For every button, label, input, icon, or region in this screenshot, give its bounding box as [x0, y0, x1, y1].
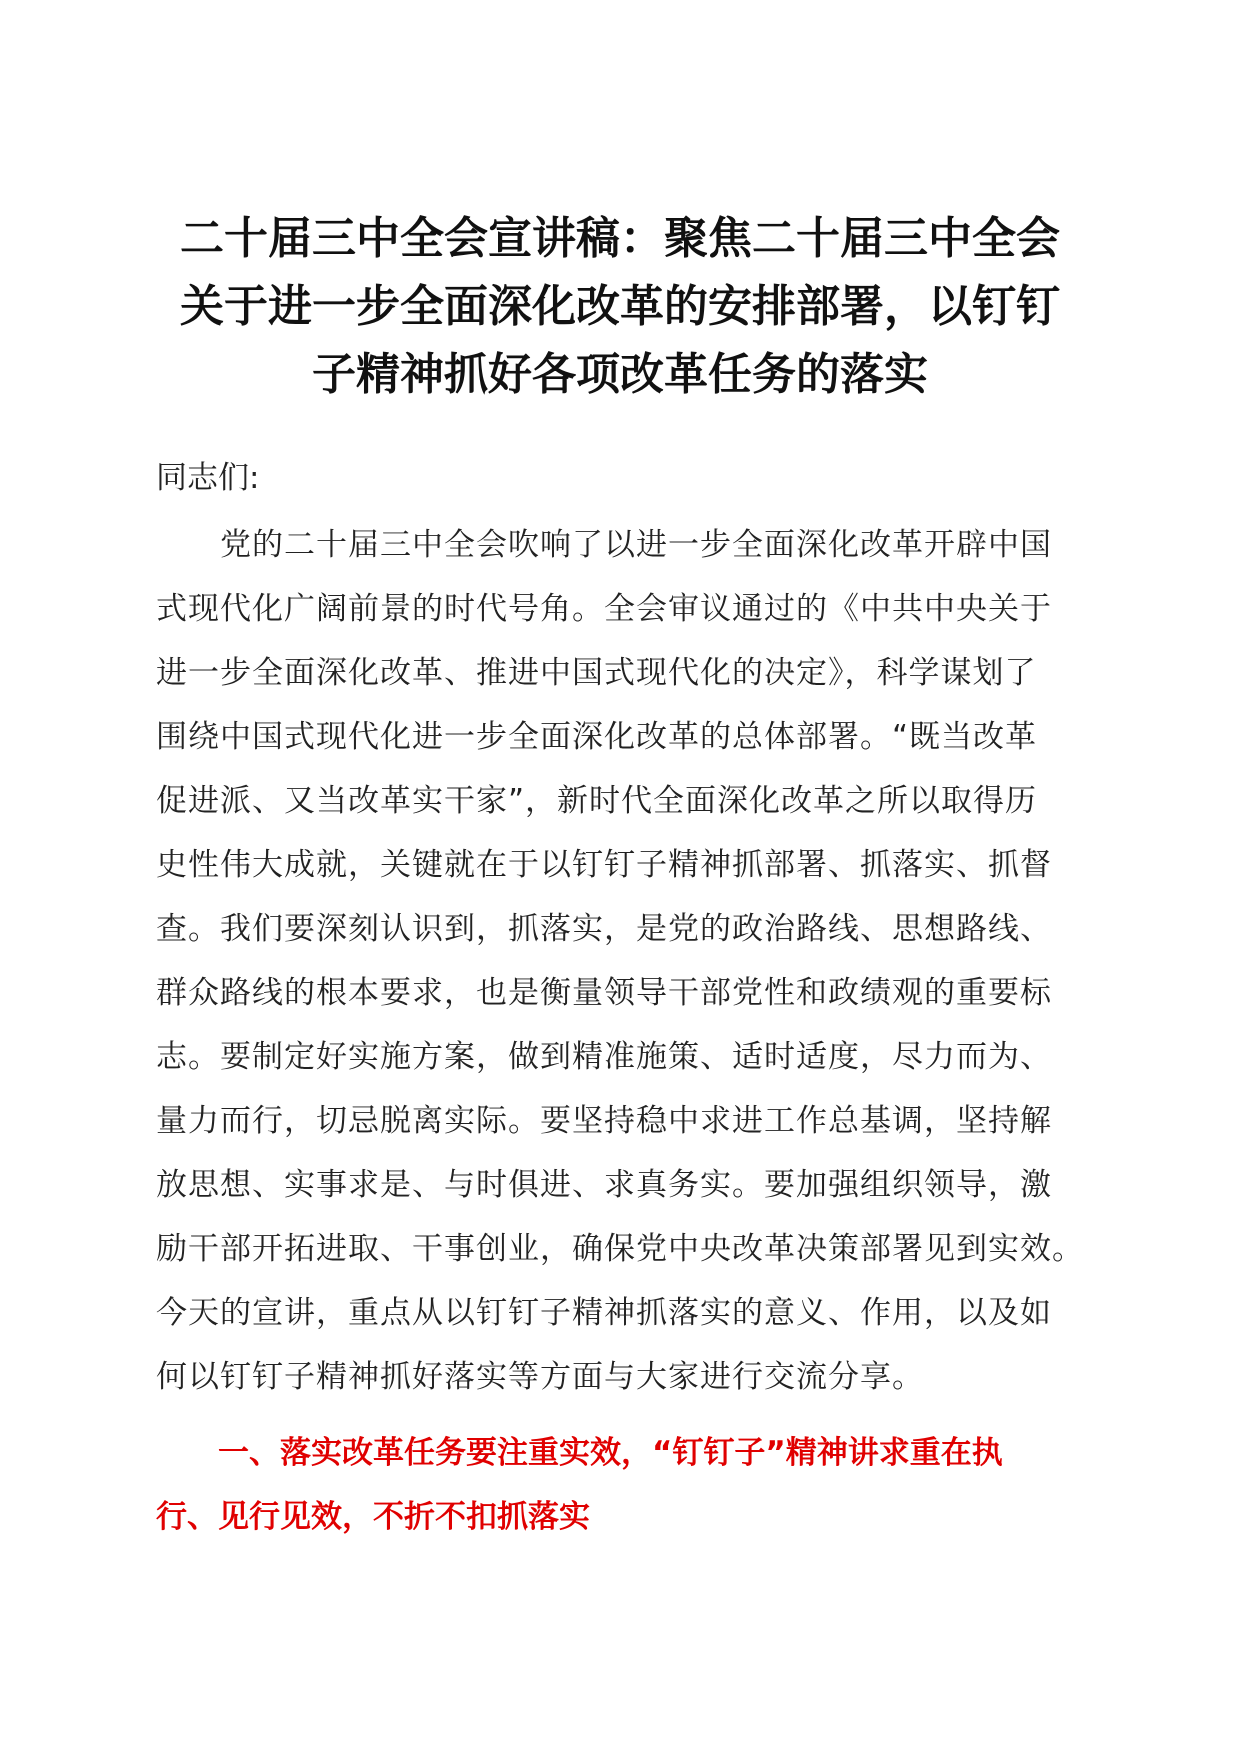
paragraph-line: 进一步全面深化改革、推进中国式现代化的决定》，科学谋划了: [156, 655, 1037, 691]
document-title: [150, 205, 1090, 409]
paragraph-line: 志。要制定好实施方案，做到精准施策、适时适度，尽力而为、: [156, 1039, 1052, 1075]
section-heading-line: 一、落实改革任务要注重实效，“钉钉子”精神讲求重在执: [156, 1435, 1003, 1471]
title-line: 二十届三中全会宣讲稿：聚焦二十届三中全会: [180, 213, 1060, 264]
paragraph-line: 式现代化广阔前景的时代号角。全会审议通过的《中共中央关于: [156, 591, 1052, 627]
section-heading: [156, 1421, 1086, 1549]
paragraph-line: 史性伟大成就，关键就在于以钉钉子精神抓部署、抓落实、抓督: [156, 847, 1052, 883]
paragraph-line: 励干部开拓进取、干事创业，确保党中央改革决策部署见到实效。: [156, 1231, 1084, 1267]
salutation: 同志们:: [156, 460, 260, 496]
intro-paragraph: [156, 513, 1086, 1409]
title-line: 子精神抓好各项改革任务的落实: [312, 349, 928, 400]
paragraph-line: 今天的宣讲，重点从以钉钉子精神抓落实的意义、作用，以及如: [156, 1295, 1052, 1331]
section-heading-line: 行、见行见效，不折不扣抓落实: [156, 1499, 590, 1535]
paragraph-line: 何以钉钉子精神抓好落实等方面与大家进行交流分享。: [156, 1359, 924, 1395]
paragraph-line: 量力而行，切忌脱离实际。要坚持稳中求进工作总基调，坚持解: [156, 1103, 1052, 1139]
paragraph-line: 放思想、实事求是、与时俱进、求真务实。要加强组织领导，激: [156, 1167, 1052, 1203]
paragraph-line: 党的二十届三中全会吹响了以进一步全面深化改革开辟中国: [156, 527, 1052, 563]
paragraph-line: 围绕中国式现代化进一步全面深化改革的总体部署。“既当改革: [156, 719, 1038, 755]
paragraph-line: 促进派、又当改革实干家”，新时代全面深化改革之所以取得历: [156, 783, 1038, 819]
title-line: 关于进一步全面深化改革的安排部署，以钉钉: [180, 281, 1060, 332]
paragraph-line: 查。我们要深刻认识到，抓落实，是党的政治路线、思想路线、: [156, 911, 1052, 947]
paragraph-line: 群众路线的根本要求，也是衡量领导干部党性和政绩观的重要标: [156, 975, 1052, 1011]
